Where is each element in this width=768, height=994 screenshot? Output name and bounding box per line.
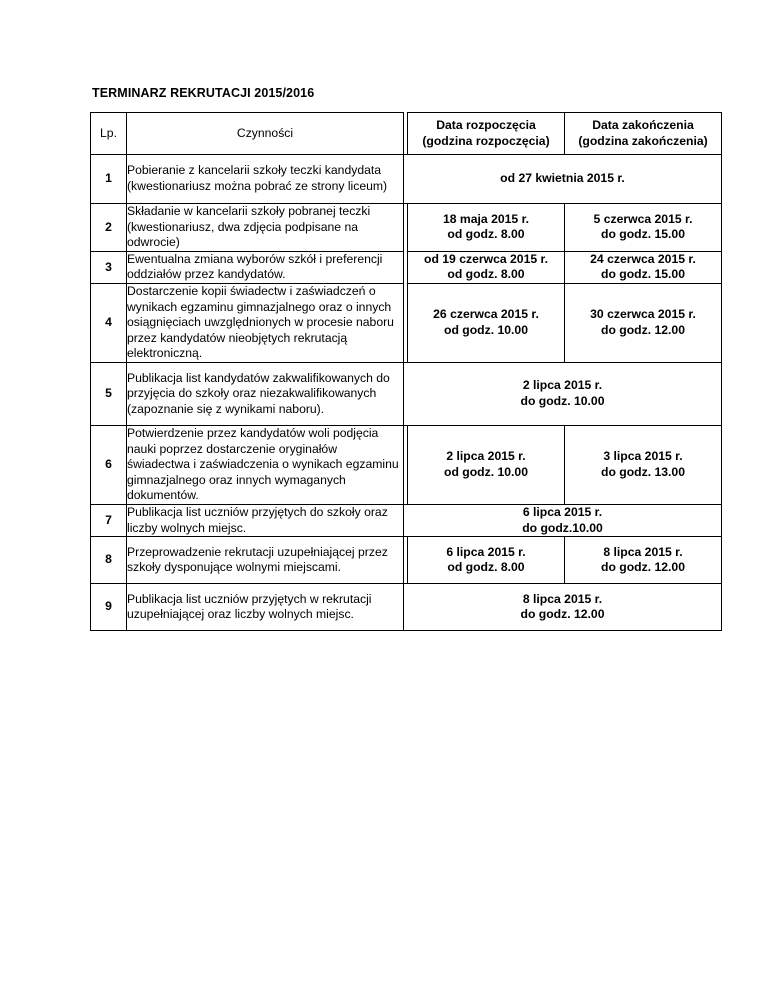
end-date (565, 425, 722, 504)
start-date-line: 26 czerwca 2015 r. (433, 307, 539, 322)
table-row (91, 155, 722, 204)
row-number: 1 (91, 155, 127, 204)
table-row (91, 425, 722, 504)
start-date (408, 204, 565, 252)
end-date-line: 30 czerwca 2015 r. (590, 307, 696, 322)
date-range-merged (404, 584, 722, 631)
date-range-merged (404, 504, 722, 536)
date-range-merged (404, 362, 722, 425)
document-title: TERMINARZ REKRUTACJI 2015/2016 (92, 86, 315, 100)
row-number: 2 (91, 204, 127, 252)
recruitment-schedule-table (90, 112, 722, 631)
activity-description: Potwierdzenie przez kandydatów woli podjęcia nauki poprzez dostarczenie oryginałów świadectwa i zaświadczenia o wynikach egzaminu gimnazjalnego oraz innych wymaganych dokumentów. (127, 425, 404, 504)
activity-description: Publikacja list uczniów przyjętych do szkoły oraz liczby wolnych miejsc. (127, 504, 404, 536)
row-number: 8 (91, 537, 127, 584)
start-date-line: od godz. 8.00 (447, 560, 525, 575)
row-number: 6 (91, 425, 127, 504)
start-date (408, 251, 565, 283)
header-activities: Czynności (127, 113, 404, 155)
header-lp: Lp. (91, 113, 127, 155)
activity-description: Ewentualna zmiana wyborów szkół i preferencji oddziałów przez kandydatów. (127, 251, 404, 283)
start-date (408, 283, 565, 362)
header-end-date (565, 113, 722, 155)
row-number: 7 (91, 504, 127, 536)
end-date-line: do godz. 15.00 (601, 227, 685, 242)
row-number: 5 (91, 362, 127, 425)
start-date-line: 6 lipca 2015 r. (446, 544, 526, 559)
table-body (91, 155, 722, 631)
end-date (565, 283, 722, 362)
start-date (408, 537, 565, 584)
table-row (91, 584, 722, 631)
date-range-merged-line: do godz.10.00 (522, 520, 603, 535)
end-date (565, 204, 722, 252)
header-end-line2: (godzina zakończenia) (578, 133, 708, 148)
end-date-line: 5 czerwca 2015 r. (593, 211, 693, 226)
header-start-line2: (godzina rozpoczęcia) (422, 133, 550, 148)
end-date (565, 251, 722, 283)
end-date-line: 3 lipca 2015 r. (603, 449, 683, 464)
end-date-line: do godz. 13.00 (601, 464, 685, 479)
start-date-line: od godz. 10.00 (444, 322, 528, 337)
date-range-merged-line: 2 lipca 2015 r. (522, 378, 603, 393)
date-range-merged-line: od 27 kwietnia 2015 r. (500, 171, 625, 186)
activity-description: Składanie w kancelarii szkoły pobranej teczki (kwestionariusz, dwa zdjęcia podpisane na odwrocie) (127, 204, 404, 252)
table-header-row (91, 113, 722, 155)
row-number: 4 (91, 283, 127, 362)
date-range-merged (404, 155, 722, 204)
end-date-line: 24 czerwca 2015 r. (590, 251, 696, 266)
activity-description: Pobieranie z kancelarii szkoły teczki kandydata (kwestionariusz można pobrać ze strony liceum) (127, 155, 404, 204)
date-range-merged-line: do godz. 12.00 (520, 607, 605, 622)
row-number: 9 (91, 584, 127, 631)
activity-description: Publikacja list kandydatów zakwalifikowanych do przyjęcia do szkoły oraz niezakwalifikowanych (zapoznanie się z wynikami naboru). (127, 362, 404, 425)
table-row (91, 362, 722, 425)
date-range-merged-line: do godz. 10.00 (520, 393, 605, 408)
table-row (91, 283, 722, 362)
date-range-merged-line: 8 lipca 2015 r. (522, 591, 603, 606)
table-row (91, 537, 722, 584)
start-date-line: od godz. 8.00 (447, 227, 525, 242)
row-number: 3 (91, 251, 127, 283)
activity-description: Dostarczenie kopii świadectw i zaświadczeń o wynikach egzaminu gimnazjalnego oraz o innych osiągnięciach uwzględnionych w procesie naboru przez kandydatów nieobjętych rekrutacją elektroniczną. (127, 283, 404, 362)
start-date (408, 425, 565, 504)
start-date-line: 2 lipca 2015 r. (446, 449, 526, 464)
end-date-line: 8 lipca 2015 r. (603, 544, 683, 559)
activity-description: Przeprowadzenie rekrutacji uzupełniającej przez szkoły dysponujące wolnymi miejscami. (127, 537, 404, 584)
start-date-line: od godz. 10.00 (444, 464, 528, 479)
end-date (565, 537, 722, 584)
header-end-line1: Data zakończenia (592, 117, 694, 132)
start-date-line: 18 maja 2015 r. (442, 211, 530, 226)
start-date-line: od 19 czerwca 2015 r. (424, 251, 548, 266)
header-start-line1: Data rozpoczęcia (436, 117, 536, 132)
header-start-date (408, 113, 565, 155)
end-date-line: do godz. 12.00 (601, 560, 685, 575)
table-row (91, 504, 722, 536)
table-row (91, 204, 722, 252)
end-date-line: do godz. 15.00 (601, 267, 685, 282)
start-date-line: od godz. 8.00 (447, 267, 525, 282)
date-range-merged-line: 6 lipca 2015 r. (522, 504, 603, 519)
table-row (91, 251, 722, 283)
activity-description: Publikacja list uczniów przyjętych w rekrutacji uzupełniającej oraz liczby wolnych miejsc. (127, 584, 404, 631)
end-date-line: do godz. 12.00 (601, 322, 685, 337)
